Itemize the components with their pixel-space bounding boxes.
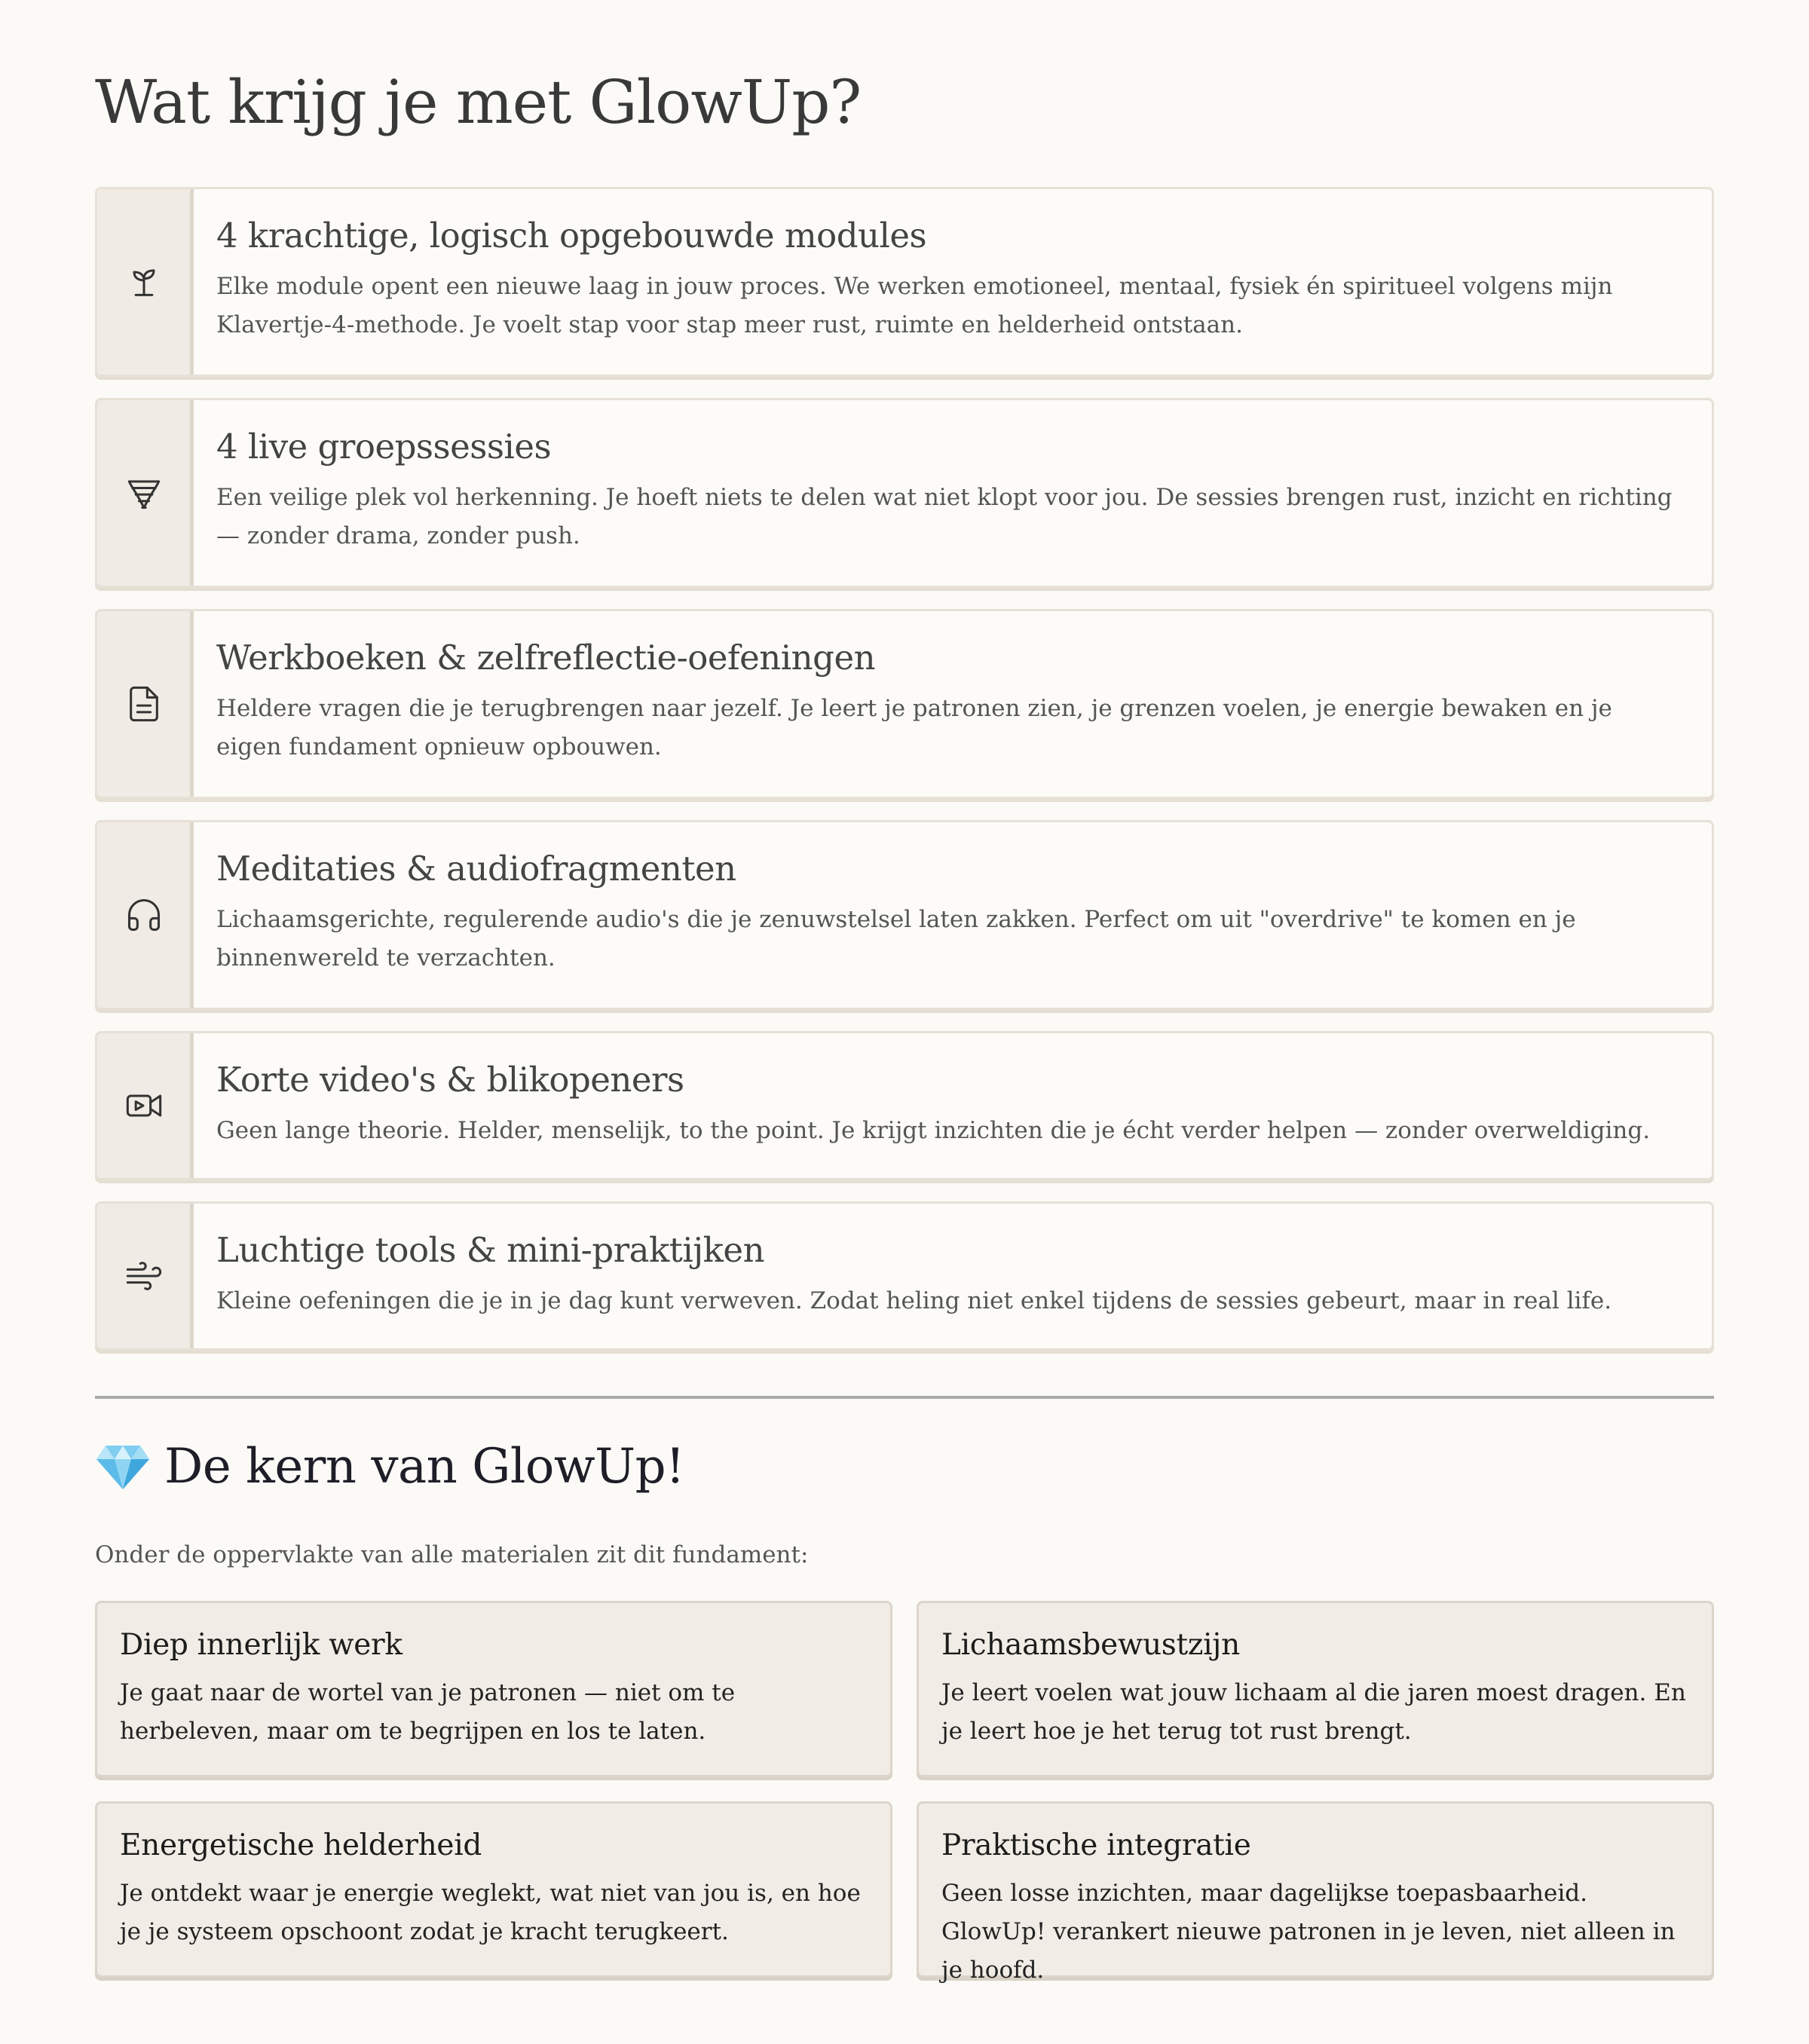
card-text: Je ontdekt waar je energie weglekt, wat niet van jou is, en hoe je je systeem opschoont zodat je kracht terugkeert. — [120, 1880, 861, 1945]
feature-text: Elke module opent een nieuwe laag in jouw proces. We werken emotioneel, mentaal, fysiek én spiritueel volgens mijn Klavertje-4-methode. Je voelt stap voor stap meer rust, ruimte en helderheid ontstaan. — [216, 273, 1613, 338]
page-title: Wat krijg je met GlowUp? — [95, 67, 862, 137]
feature-title: 4 krachtige, logisch opgebouwde modules — [216, 216, 927, 256]
sprout-icon — [97, 189, 194, 375]
core-intro: Onder de oppervlakte van alle materialen zit dit fundament: — [95, 1541, 809, 1568]
feature-title: 4 live groepssessies — [216, 427, 552, 467]
feature-item-sessions — [95, 398, 1714, 588]
feature-title: Korte video's & blikopeners — [216, 1060, 684, 1100]
feature-text: Kleine oefeningen die je in je dag kunt verweven. Zodat heling niet enkel tijdens de sessies gebeurt, maar in real life. — [216, 1287, 1612, 1314]
headphones-icon — [97, 822, 194, 1008]
core-title: De kern van GlowUp! — [164, 1439, 685, 1495]
core-card-energetic-clarity — [95, 1801, 892, 1978]
card-title: Praktische integratie — [941, 1828, 1251, 1862]
gem-icon — [95, 1443, 151, 1491]
card-text: Geen losse inzichten, maar dagelijkse toepasbaarheid. GlowUp! verankert nieuwe patronen in je leven, niet alleen in je hoofd. — [941, 1880, 1676, 1984]
feature-text: Lichaamsgerichte, regulerende audio's die je zenuwstelsel laten zakken. Perfect om uit "overdrive" te komen en je binnenwereld te verzachten. — [216, 906, 1576, 972]
document-icon — [97, 611, 194, 797]
feature-list — [95, 187, 1714, 1372]
core-card-grid — [95, 1601, 1714, 1984]
feature-item-tools — [95, 1201, 1714, 1351]
feature-title: Meditaties & audiofragmenten — [216, 849, 736, 889]
feature-title: Werkboeken & zelfreflectie-oefeningen — [216, 638, 876, 678]
section-divider — [95, 1396, 1714, 1399]
core-card-inner-work — [95, 1601, 892, 1777]
wind-icon — [97, 1204, 194, 1348]
feature-item-modules — [95, 187, 1714, 377]
card-text: Je leert voelen wat jouw lichaam al die jaren moest dragen. En je leert hoe je het terug tot rust brengt. — [941, 1679, 1686, 1745]
core-section-heading — [95, 1435, 684, 1498]
feature-item-meditations — [95, 820, 1714, 1010]
card-title: Diep innerlijk werk — [120, 1628, 403, 1662]
feature-title: Luchtige tools & mini-praktijken — [216, 1230, 765, 1270]
core-card-practical-integration — [917, 1801, 1714, 1984]
card-title: Energetische helderheid — [120, 1828, 482, 1862]
card-text: Je gaat naar de wortel van je patronen — niet om te herbeleven, maar om te begrijpen en los te laten. — [120, 1679, 736, 1745]
feature-text: Geen lange theorie. Helder, menselijk, to the point. Je krijgt inzichten die je écht verder helpen — zonder overweldiging. — [216, 1117, 1651, 1144]
feature-item-workbooks — [95, 609, 1714, 799]
tornado-icon — [97, 400, 194, 586]
card-title: Lichaamsbewustzijn — [941, 1628, 1240, 1662]
core-card-body-awareness — [917, 1601, 1714, 1777]
feature-text: Een veilige plek vol herkenning. Je hoeft niets te delen wat niet klopt voor jou. De sessies brengen rust, inzicht en richting — zonder drama, zonder push. — [216, 484, 1673, 549]
video-icon — [97, 1033, 194, 1178]
feature-item-videos — [95, 1031, 1714, 1180]
feature-text: Heldere vragen die je terugbrengen naar jezelf. Je leert je patronen zien, je grenzen voelen, je energie bewaken en je eigen fundament opnieuw opbouwen. — [216, 695, 1612, 760]
